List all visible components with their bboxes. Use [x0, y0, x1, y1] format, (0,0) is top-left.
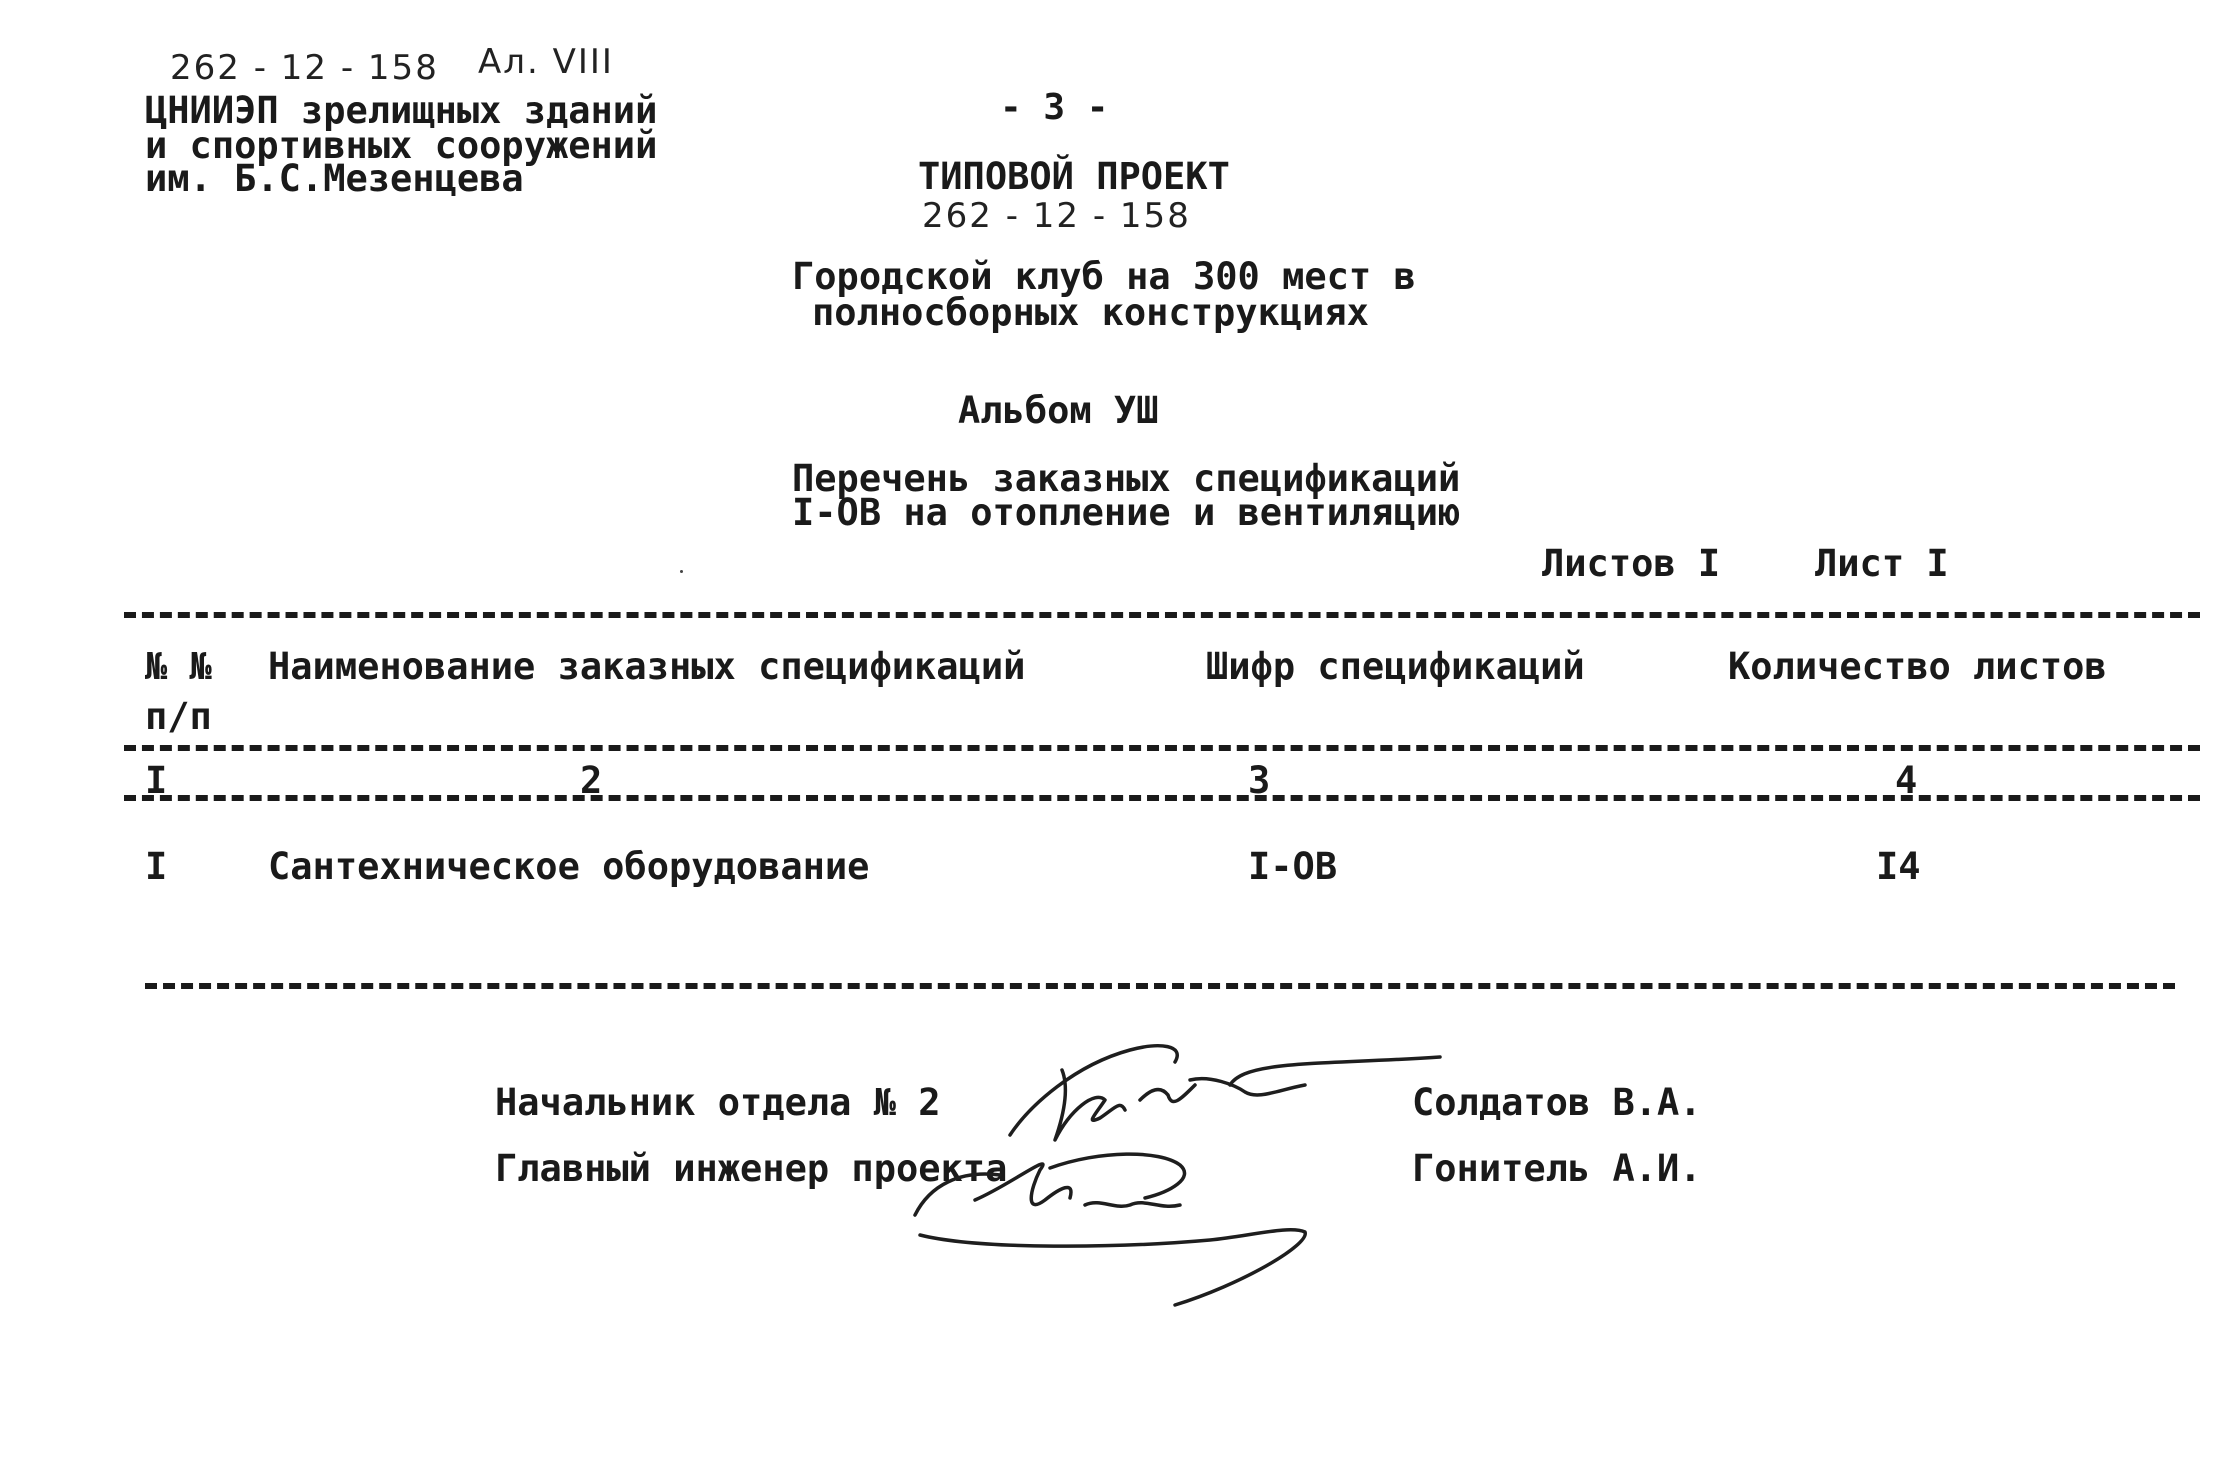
signature-role-1: Начальник отдела № 2 — [495, 1081, 941, 1124]
header-code: Шифр спецификаций — [1206, 645, 1585, 688]
header-name: Наименование заказных спецификаций — [268, 645, 1026, 688]
signature-role-2: Главный инженер проекта — [495, 1147, 1008, 1190]
column-number-2: 2 — [580, 759, 603, 802]
page-number: - 3 - — [1000, 87, 1109, 128]
column-number-1: I — [145, 759, 168, 802]
signature-name-1: Солдатов В.А. — [1412, 1081, 1702, 1124]
organization-line-1: ЦНИИЭП зрелищных зданий — [145, 89, 658, 132]
header-no-line-1: № № — [145, 645, 212, 688]
sheets-total: Листов I — [1542, 542, 1721, 585]
list-title-line-1: Перечень заказных спецификаций — [792, 457, 1461, 500]
project-title-line-1: Городской клуб на 300 мест в — [792, 255, 1416, 298]
column-number-4: 4 — [1895, 759, 1918, 802]
header-count: Количество листов — [1728, 645, 2107, 688]
project-label: ТИПОВОЙ ПРОЕКТ — [918, 155, 1230, 198]
row-count: I4 — [1876, 845, 1921, 888]
album-title: Альбом УШ — [958, 389, 1159, 432]
organization-line-3: им. Б.С.Мезенцева — [145, 157, 524, 200]
column-number-3: 3 — [1248, 759, 1271, 802]
organization-line-2: и спортивных сооружений — [145, 124, 658, 167]
header-no-line-2: п/п — [145, 695, 212, 738]
row-code: I-ОВ — [1248, 845, 1338, 888]
project-title-line-2: полносборных конструкциях — [812, 291, 1369, 334]
handwritten-album: Ал. VIII — [478, 42, 614, 82]
project-number: 262 - 12 - 158 — [922, 196, 1191, 236]
row-name: Сантехническое оборудование — [268, 845, 870, 888]
list-title-line-2: I-ОВ на отопление и вентиляцию — [792, 491, 1461, 534]
handwritten-code: 262 - 12 - 158 — [170, 48, 439, 88]
sheet-current: Лист I — [1815, 542, 1949, 585]
signature-name-2: Гонитель А.И. — [1412, 1147, 1702, 1190]
row-number: I — [145, 845, 168, 888]
